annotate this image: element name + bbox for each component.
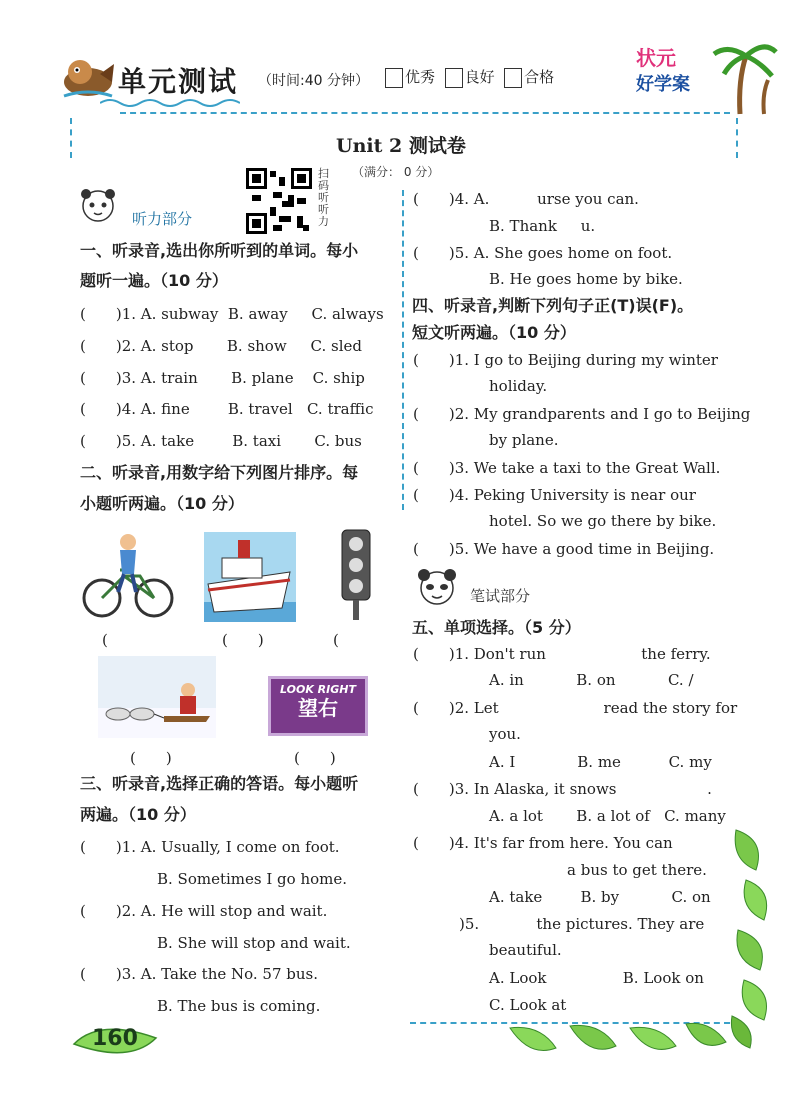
s4-question: ( )2. My grandparents and I go to Beijing [413,405,751,423]
traffic-light-icon [332,528,380,622]
mascot-icon [60,52,116,100]
s5-question-cont: a bus to get there. [567,861,707,879]
right-dashed-line [736,118,738,158]
s3-option: B. The bus is coming. [157,997,321,1015]
picture-traffic-light [332,528,380,622]
s2-paren-5: ( ) [294,749,336,767]
time-label: （时间:40 分钟） [258,73,369,89]
grade-label-pass: 合格 [524,68,555,86]
s5-options: A. Look B. Look on [489,969,704,987]
page-number: 160 [92,1026,138,1051]
brand-top-text: 状元 [636,46,676,70]
panda-icon [412,566,462,608]
s3-heading-line1: 三、听录音,选择正确的答语。每小题听 [80,774,359,793]
s1-question: ( )1. A. subway B. away C. always [80,305,384,323]
s2-heading-line2: 小题听两遍。（10 分） [80,494,244,513]
s3-question: ( )5. A. She goes home on foot. [413,244,673,262]
s2-heading-line1: 二、听录音,用数字给下列图片排序。每 [80,463,359,482]
paper-title: Unit 2 测试卷 [336,135,466,157]
s5-question: ( )2. Let read the story for [413,699,738,717]
s4-question-cont: holiday. [489,377,548,395]
bicycle-icon [80,530,176,622]
s5-question: ( )4. It's far from here. You can [413,834,673,852]
dog-sled-icon [98,656,216,738]
leaf-icon [500,1018,730,1060]
grade-label-excellent: 优秀 [405,68,436,86]
left-dashed-line [70,118,72,158]
listening-section-label: 听力部分 [132,210,193,228]
s3-heading-line2: 两遍。（10 分） [80,805,196,824]
qr-code-icon [246,168,312,234]
written-section-label: 笔试部分 [470,587,531,605]
leaf-decoration-bottom [500,1018,730,1060]
s5-question: )5. the pictures. They are [459,915,705,933]
s5-options: C. Look at [489,996,567,1014]
s3-question: ( )1. A. Usually, I come on foot. [80,838,340,856]
written-badge [412,566,462,608]
s3-option: B. She will stop and wait. [157,934,351,952]
s5-options: A. in B. on C. / [489,671,694,689]
top-dashed-line [120,112,730,114]
grade-checkbox-pass[interactable] [504,68,522,88]
wave-icon [100,97,240,109]
s5-question-cont: beautiful. [489,941,562,959]
ship-icon [204,532,296,622]
picture-cyclist [80,530,176,622]
leaf-icon [726,820,776,1050]
header-wave [100,94,240,106]
s5-options: A. I B. me C. my [489,753,712,771]
s3-option: B. Sometimes I go home. [157,870,348,888]
header-mascot [60,52,116,100]
s5-options: A. take B. by C. on [489,888,711,906]
s4-question: ( )3. We take a taxi to the Great Wall. [413,459,721,477]
grade-label-good: 良好 [464,68,495,86]
s3-option: B. He goes home by bike. [489,270,683,288]
s4-heading-line2: 短文听两遍。（10 分） [412,323,576,342]
s5-heading: 五、单项选择。（5 分） [412,618,581,637]
s4-question: ( )4. Peking University is near our [413,486,696,504]
leaf-decoration-right [726,820,776,1050]
s2-paren-2: ( ) [222,631,264,649]
s1-heading-line2: 题听一遍。（10 分） [80,271,228,290]
s2-paren-1: ( [102,631,108,649]
s1-question: ( )5. A. take B. taxi C. bus [80,432,362,450]
brand-logo [628,40,778,116]
s4-heading-line1: 四、听录音,判断下列句子正(T)误(F)。 [412,296,694,315]
qr-code[interactable] [246,168,312,234]
s3-option: B. Thank u. [489,217,596,235]
picture-look-right-sign [268,676,368,736]
s3-question: ( )2. A. He will stop and wait. [80,902,328,920]
brand-bottom-text: 好学案 [636,74,690,95]
s4-question: ( )1. I go to Beijing during my winter [413,351,718,369]
picture-ship [204,532,296,622]
s2-paren-4: ( ) [130,749,172,767]
grade-checkbox-good[interactable] [445,68,463,88]
s2-paren-3: ( [333,631,339,649]
s3-question: ( )4. A. urse you can. [413,190,639,208]
grade-boxes [385,66,554,88]
unit-test-title: 单元测试 [118,65,239,98]
s4-question: ( )5. We have a good time in Beijing. [413,540,715,558]
s1-question: ( )2. A. stop B. show C. sled [80,337,362,355]
full-score: （满分： 0 分） [352,165,440,179]
column-divider [402,190,404,510]
s4-question-cont: hotel. So we go there by bike. [489,512,717,530]
qr-caption: 扫码听听力 [318,167,329,228]
s5-question: ( )3. In Alaska, it snows . [413,780,712,798]
s3-question: ( )3. A. Take the No. 57 bus. [80,965,319,983]
s1-question: ( )3. A. train B. plane C. ship [80,369,365,387]
s5-question-cont: you. [489,725,521,743]
picture-dog-sled [98,656,216,738]
s5-question: ( )1. Don't run the ferry. [413,645,711,663]
s1-question: ( )4. A. fine B. travel C. traffic [80,400,374,418]
sign-bottom-text: 望右 [298,696,338,720]
s4-question-cont: by plane. [489,431,559,449]
sign-top-text: LOOK RIGHT [280,683,356,696]
s5-options: A. a lot B. a lot of C. many [489,807,726,825]
grade-checkbox-excellent[interactable] [385,68,403,88]
listening-badge [76,184,120,224]
s1-heading-line1: 一、听录音,选出你所听到的单词。每小 [80,241,359,260]
panda-icon [76,184,120,224]
